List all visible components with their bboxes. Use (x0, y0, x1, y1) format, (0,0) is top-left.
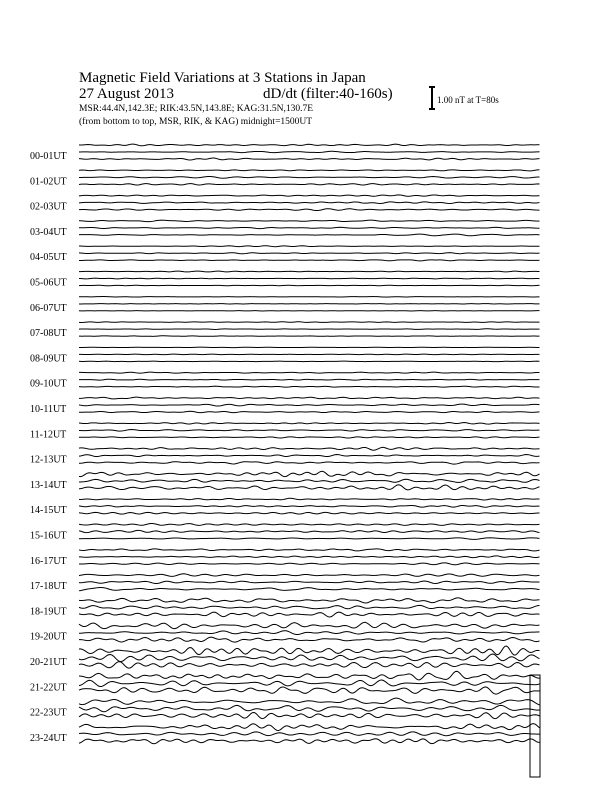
trace-msr (79, 234, 540, 236)
trace-msr (79, 437, 540, 438)
chart-title: Magnetic Field Variations at 3 Stations in Japan (79, 70, 366, 86)
trace-rik (79, 253, 540, 254)
trace-msr (79, 512, 540, 514)
trace-kag (79, 170, 540, 171)
hour-label: 09-10UT (30, 378, 67, 390)
trace-rik (79, 404, 540, 406)
trace-msr (79, 158, 540, 160)
trace-msr (79, 209, 540, 211)
trace-rik (79, 354, 540, 355)
trace-kag (79, 246, 540, 247)
hour-label: 07-08UT (30, 328, 67, 340)
trace-kag (79, 195, 540, 196)
trace-kag (79, 698, 540, 705)
trace-rik (79, 151, 540, 152)
trace-rik (79, 631, 540, 635)
trace-rik (79, 680, 540, 686)
trace-msr (79, 411, 540, 412)
trace-rik (79, 732, 540, 736)
trace-kag (79, 646, 540, 655)
trace-msr (79, 563, 540, 565)
hour-label: 12-13UT (30, 454, 67, 466)
trace-rik (79, 479, 540, 482)
trace-rik (79, 177, 540, 179)
hour-label: 10-11UT (30, 404, 67, 415)
trace-rik (79, 379, 540, 380)
trace-rik (79, 654, 540, 662)
trace-msr (79, 386, 540, 387)
hour-label: 01-02UT (30, 176, 67, 188)
hour-label: 03-04UT (30, 226, 67, 238)
trace-kag (79, 471, 540, 476)
hour-label: 19-20UT (30, 631, 67, 643)
date-label: 27 August 2013 (79, 86, 175, 102)
hour-label: 00-01UT (30, 151, 67, 162)
trace-kag (79, 220, 540, 222)
trace-kag (79, 372, 540, 373)
trace-rik (79, 605, 540, 608)
hour-label: 11-12UT (30, 429, 67, 441)
hour-label: 15-16UT (30, 530, 67, 542)
station-order-note: (from bottom to top, MSR, RIK, & KAG) midnight=1500UT (79, 117, 313, 127)
hour-label: 14-15UT (30, 505, 67, 517)
trace-kag (79, 574, 540, 577)
trace-rik (79, 530, 540, 532)
trace-kag (79, 598, 540, 603)
trace-kag (79, 297, 540, 298)
trace-msr (79, 260, 540, 261)
trace-kag (79, 549, 540, 551)
trace-kag (79, 671, 540, 680)
trace-kag (79, 322, 540, 323)
trace-rik (79, 278, 540, 279)
hour-label: 13-14UT (30, 479, 67, 491)
saturation-box (530, 675, 540, 777)
trace-kag (79, 423, 540, 425)
trace-rik (79, 227, 540, 228)
trace-msr (79, 485, 540, 490)
trace-rik (79, 202, 540, 204)
trace-rik (79, 455, 540, 457)
trace-msr (79, 687, 540, 694)
trace-rik (79, 329, 540, 330)
trace-msr (79, 712, 540, 718)
trace-kag (79, 498, 540, 500)
trace-kag (79, 622, 540, 628)
trace-msr (79, 662, 540, 669)
trace-msr (79, 612, 540, 617)
trace-msr (79, 739, 540, 744)
trace-msr (79, 587, 540, 590)
hour-label: 04-05UT (30, 252, 67, 264)
hour-label: 02-03UT (30, 201, 67, 213)
hour-label: 16-17UT (30, 555, 67, 567)
trace-rik (79, 581, 540, 583)
trace-msr (79, 285, 540, 286)
hour-label: 18-19UT (30, 606, 67, 618)
hour-label: 21-22UT (30, 682, 67, 694)
trace-rik (79, 505, 540, 507)
hour-label: 20-21UT (30, 657, 67, 668)
trace-kag (79, 397, 540, 399)
trace-rik (79, 556, 540, 558)
hour-label: 23-24UT (30, 732, 67, 744)
trace-msr (79, 361, 540, 362)
hour-label: 22-23UT (30, 707, 67, 719)
hour-label: 17-18UT (30, 581, 67, 593)
trace-kag (79, 524, 540, 526)
hour-label: 08-09UT (30, 353, 67, 365)
trace-msr (79, 637, 540, 642)
trace-kag (79, 271, 540, 272)
trace-kag (79, 724, 540, 731)
hour-label: 06-07UT (30, 302, 67, 314)
station-coordinates: MSR:44.4N,142.3E; RIK:43.5N,143.8E; KAG:31.5N,130.7E (79, 104, 314, 114)
trace-msr (79, 336, 540, 337)
trace-kag (79, 447, 540, 450)
trace-rik (79, 705, 540, 711)
trace-rik (79, 430, 540, 432)
hour-label: 05-06UT (30, 277, 67, 289)
scale-label: 1.00 nT at T=80s (437, 95, 499, 105)
trace-msr (79, 184, 540, 185)
quantity-label: dD/dt (filter:40-160s) (263, 86, 393, 102)
trace-kag (79, 144, 540, 146)
trace-msr (79, 538, 540, 540)
trace-msr (79, 462, 540, 464)
